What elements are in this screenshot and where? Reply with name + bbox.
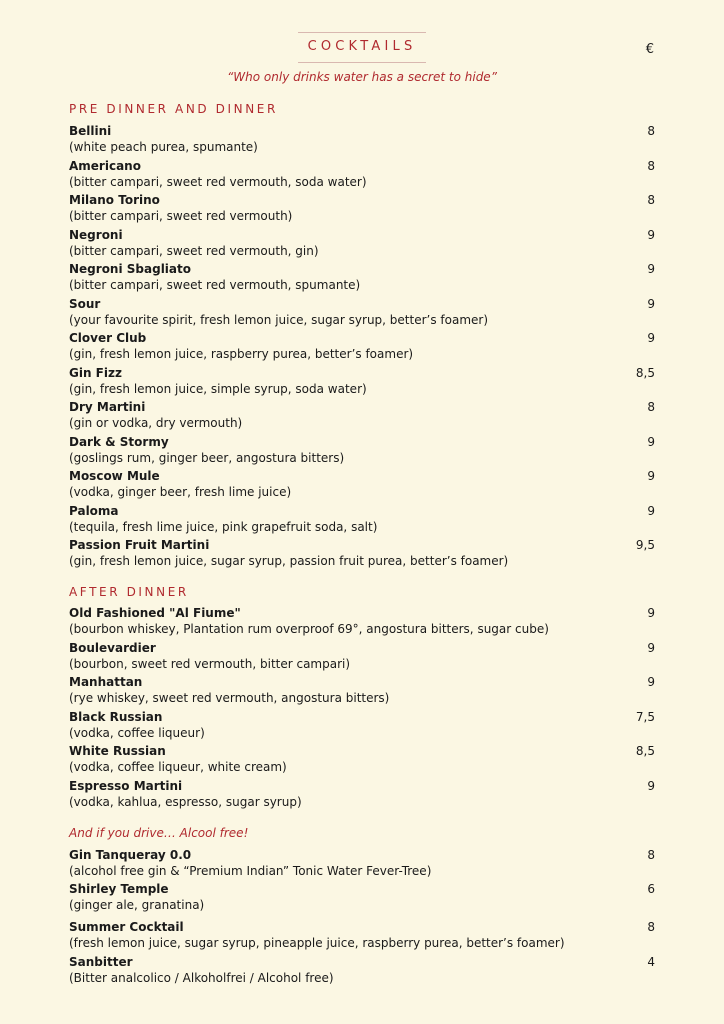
- menu-title: COCKTAILS: [307, 39, 417, 54]
- menu-item-description: (ginger ale, granatina): [69, 898, 205, 912]
- menu-item-name: Paloma: [69, 503, 119, 518]
- menu-item-price: 9: [647, 262, 655, 276]
- menu-item-description: (tequila, fresh lime juice, pink grapefruit soda, salt): [69, 519, 378, 534]
- menu-item-name: Espresso Martini: [69, 778, 183, 793]
- menu-item-price: 9: [647, 434, 655, 449]
- menu-item-price: 9: [647, 675, 655, 689]
- menu-item-description: (alcohol free gin & “Premium Indian” Tonic Water Fever-Tree): [69, 864, 432, 878]
- menu-item-description: (white peach purea, spumante): [69, 140, 258, 154]
- menu-item-name: Dry Martini: [69, 400, 146, 414]
- menu-item-description: (gin, fresh lemon juice, sugar syrup, passion fruit purea, better’s foamer): [69, 554, 509, 568]
- menu-item-price: 8: [647, 158, 655, 173]
- menu-item-description: (vodka, kahlua, espresso, sugar syrup): [69, 794, 302, 809]
- menu-item-description: (fresh lemon juice, sugar syrup, pineapple juice, raspberry purea, better’s foamer): [69, 936, 565, 950]
- menu-item-name: Black Russian: [69, 709, 163, 724]
- menu-item-name: Old Fashioned "Al Fiume": [69, 606, 241, 620]
- section-title-after-dinner: AFTER DINNER: [69, 585, 189, 599]
- menu-item-price: 9: [647, 296, 655, 311]
- menu-item-price: 9: [647, 331, 655, 345]
- menu-item-description: (your favourite spirit, fresh lemon juice, sugar syrup, better’s foamer): [69, 312, 489, 327]
- menu-item-name: Sanbitter: [69, 955, 133, 969]
- menu-item-description: (vodka, coffee liqueur, white cream): [69, 760, 287, 774]
- menu-item-price: 9: [647, 606, 655, 620]
- menu-item-name: Sour: [69, 296, 101, 311]
- menu-item-description: (gin, fresh lemon juice, raspberry purea, better’s foamer): [69, 347, 414, 361]
- menu-item-name: Manhattan: [69, 675, 143, 689]
- menu-item-description: (Bitter analcolico / Alkoholfrei / Alcohol free): [69, 971, 334, 985]
- menu-item-description: (bitter campari, sweet red vermouth, soda water): [69, 174, 367, 189]
- menu-item-price: 7,5: [635, 709, 655, 724]
- section-title-alcohol-free: And if you drive… Alcool free!: [69, 826, 249, 840]
- menu-item-description: (vodka, ginger beer, fresh lime juice): [69, 485, 292, 499]
- menu-item-description: (rye whiskey, sweet red vermouth, angostura bitters): [69, 691, 390, 705]
- menu-item-name: Negroni Sbagliato: [69, 262, 191, 276]
- menu-item-description: (bitter campari, sweet red vermouth, spumante): [69, 278, 361, 292]
- menu-item-price: 9,5: [635, 538, 655, 552]
- menu-item-description: (bourbon, sweet red vermouth, bitter campari): [69, 656, 351, 671]
- menu-item-name: Dark & Stormy: [69, 434, 169, 449]
- menu-item-name: White Russian: [69, 744, 166, 758]
- menu-item-price: 8,5: [635, 744, 655, 758]
- menu-item-description: (vodka, coffee liqueur): [69, 725, 205, 740]
- menu-item-price: 8: [647, 124, 655, 138]
- menu-item-price: 9: [647, 778, 655, 793]
- menu-item-name: Americano: [69, 158, 141, 173]
- menu-item-description: (bourbon whiskey, Plantation rum overproof 69°, angostura bitters, sugar cube): [69, 622, 549, 636]
- menu-item-name: Passion Fruit Martini: [69, 538, 210, 552]
- menu-motto: “Who only drinks water has a secret to hide”: [227, 70, 497, 84]
- title-rule-bottom: [298, 62, 426, 63]
- menu-item-price: 9: [647, 503, 655, 518]
- section-title-pre-dinner: PRE DINNER AND DINNER: [69, 102, 278, 116]
- menu-item-name: Negroni: [69, 227, 123, 242]
- menu-item-description: (bitter campari, sweet red vermouth, gin): [69, 243, 319, 258]
- menu-item-name: Clover Club: [69, 331, 147, 345]
- menu-item-name: Moscow Mule: [69, 469, 160, 483]
- menu-item-price: 9: [647, 469, 655, 483]
- menu-item-description: (bitter campari, sweet red vermouth): [69, 209, 293, 223]
- menu-item-price: 8,5: [635, 365, 655, 380]
- menu-item-price: 4: [647, 955, 655, 969]
- menu-item-name: Boulevardier: [69, 640, 156, 655]
- menu-item-price: 8: [647, 848, 655, 862]
- menu-item-description: (gin, fresh lemon juice, simple syrup, soda water): [69, 381, 367, 396]
- menu-item-name: Gin Fizz: [69, 365, 122, 380]
- menu-item-name: Shirley Temple: [69, 882, 169, 896]
- title-rule-top: [298, 32, 426, 33]
- menu-item-price: 6: [647, 882, 655, 896]
- menu-item-name: Gin Tanqueray 0.0: [69, 848, 192, 862]
- menu-item-name: Summer Cocktail: [69, 920, 184, 934]
- menu-item-description: (goslings rum, ginger beer, angostura bitters): [69, 450, 345, 465]
- menu-item-name: Milano Torino: [69, 193, 160, 207]
- menu-item-name: Bellini: [69, 124, 112, 138]
- menu-item-price: 8: [647, 920, 655, 934]
- menu-item-price: 9: [647, 640, 655, 655]
- menu-item-description: (gin or vodka, dry vermouth): [69, 416, 243, 430]
- currency-label: €: [645, 42, 654, 57]
- menu-item-price: 8: [647, 400, 655, 414]
- menu-item-price: 8: [647, 193, 655, 207]
- menu-item-price: 9: [647, 227, 655, 242]
